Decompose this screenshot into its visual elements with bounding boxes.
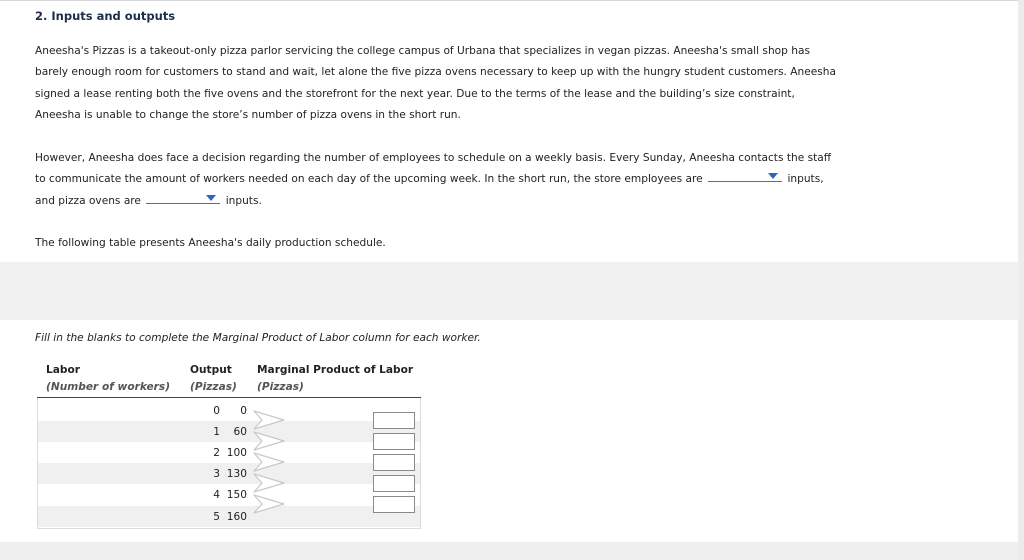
mpl-column-subheader: (Pizzas) bbox=[257, 381, 304, 393]
output-cell: 0 bbox=[240, 405, 247, 417]
decision-line-1: However, Aneesha does face a decision regarding the number of employees to schedule on a weekly basis. Every Sunday, Aneesha contacts the staff bbox=[35, 152, 832, 164]
section-separator bbox=[0, 262, 1024, 320]
scrollbar-track[interactable] bbox=[1018, 0, 1024, 560]
output-cell: 100 bbox=[226, 447, 247, 459]
bottom-separator bbox=[0, 542, 1024, 560]
intro-line-4: Aneesha is unable to change the store’s number of pizza ovens in the short run. bbox=[35, 108, 461, 121]
chevron-right-icon bbox=[254, 495, 284, 513]
table-instruction: Fill in the blanks to complete the Marginal Product of Labor column for each worker. bbox=[35, 332, 481, 344]
decision-line-3-end: inputs. bbox=[225, 194, 262, 207]
output-column-header: Output bbox=[190, 364, 232, 376]
intro-line-3: signed a lease renting both the five ovens and the storefront for the next year. Due to the terms of the lease and the building’s size constraint, bbox=[35, 87, 795, 100]
mpl-column-header: Marginal Product of Labor bbox=[257, 364, 414, 376]
dropdown-arrow-icon bbox=[206, 195, 216, 201]
dropdown-arrow-icon bbox=[768, 173, 778, 179]
decision-paragraph bbox=[35, 148, 845, 212]
labor-cell: 0 bbox=[213, 405, 220, 417]
labor-cell: 2 bbox=[213, 447, 220, 459]
decision-line-2-end: inputs, bbox=[787, 173, 824, 186]
table-row bbox=[38, 442, 420, 463]
labor-cell: 1 bbox=[213, 426, 220, 438]
labor-column-subheader: (Number of workers) bbox=[46, 381, 171, 393]
decision-line-2-text: to communicate the amount of workers needed on each day of the upcoming week. In the short run, the store employees are bbox=[35, 173, 703, 186]
chevron-right-icon bbox=[254, 432, 284, 450]
intro-paragraph bbox=[35, 41, 845, 126]
table-row bbox=[38, 506, 420, 527]
table-intro-paragraph: The following table presents Aneesha's daily production schedule. bbox=[35, 237, 386, 249]
output-column-subheader: (Pizzas) bbox=[190, 381, 237, 393]
decision-line-3 bbox=[35, 191, 845, 212]
mpl-input-worker-2[interactable] bbox=[373, 433, 415, 450]
mpl-input-worker-5[interactable] bbox=[373, 496, 415, 513]
chevron-right-icon bbox=[254, 453, 284, 471]
table-row bbox=[38, 421, 420, 442]
output-cell: 160 bbox=[226, 511, 247, 523]
table-row bbox=[38, 400, 420, 421]
labor-column-header: Labor bbox=[46, 364, 80, 376]
labor-cell: 3 bbox=[213, 468, 220, 480]
decision-line-3-text: and pizza ovens are bbox=[35, 194, 141, 207]
marginal-difference-arrows bbox=[250, 408, 290, 518]
employees-input-type-dropdown[interactable] bbox=[708, 169, 782, 182]
mpl-input-worker-4[interactable] bbox=[373, 475, 415, 492]
output-cell: 150 bbox=[226, 489, 247, 501]
mpl-input-worker-1[interactable] bbox=[373, 412, 415, 429]
intro-line-1: Aneesha's Pizzas is a takeout-only pizza parlor servicing the college campus of Urbana that specializes in vegan pizzas. Aneesha's small shop has bbox=[35, 45, 810, 57]
chevron-right-icon bbox=[254, 411, 284, 429]
chevron-right-icon bbox=[254, 474, 284, 492]
ovens-input-type-dropdown[interactable] bbox=[146, 191, 220, 204]
table-row bbox=[38, 484, 420, 505]
table-row bbox=[38, 463, 420, 484]
intro-line-2: barely enough room for customers to stand and wait, let alone the five pizza ovens necessary to keep up with the hungry student customers. Aneesha bbox=[35, 66, 836, 79]
labor-cell: 5 bbox=[213, 511, 220, 523]
decision-line-2 bbox=[35, 169, 845, 190]
output-cell: 130 bbox=[226, 468, 247, 480]
output-cell: 60 bbox=[233, 426, 247, 438]
labor-cell: 4 bbox=[213, 489, 220, 501]
mpl-input-worker-3[interactable] bbox=[373, 454, 415, 471]
question-title: 2. Inputs and outputs bbox=[35, 9, 176, 23]
